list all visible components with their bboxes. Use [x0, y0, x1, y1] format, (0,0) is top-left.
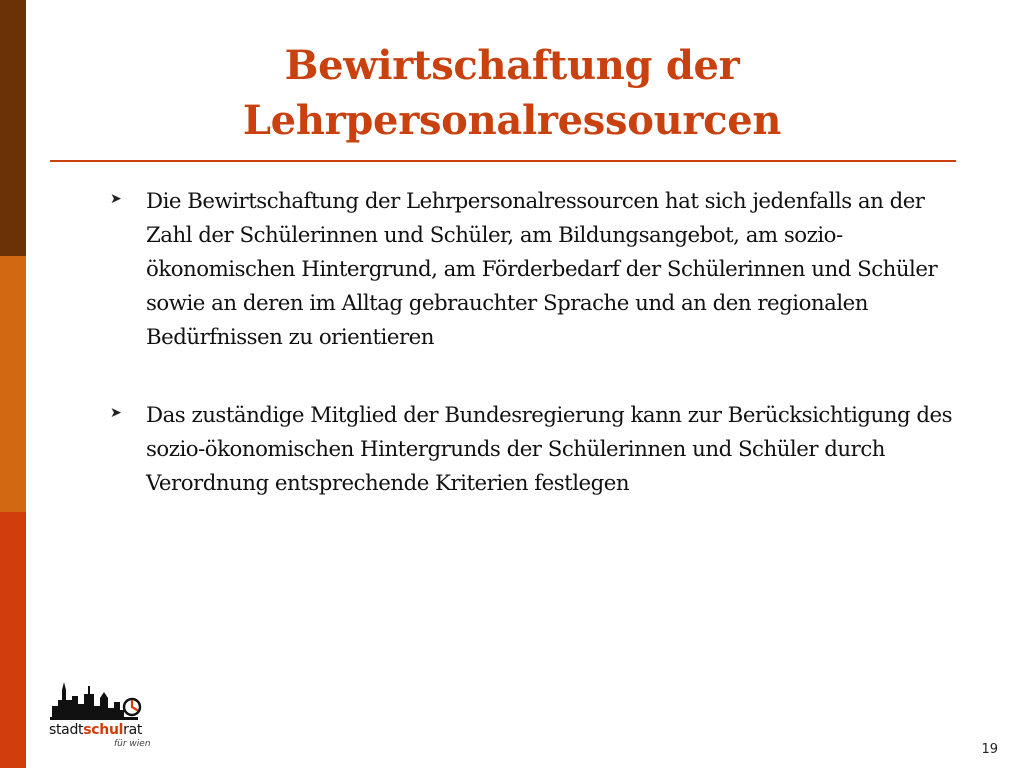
bullet-list [110, 185, 970, 545]
logo-wordmark [49, 722, 142, 738]
arrowhead-bullet-icon: ➤ [110, 191, 122, 207]
sidebar-stripe-top [0, 0, 26, 256]
city-skyline-icon [48, 676, 148, 722]
slide-title [60, 38, 964, 148]
slide-title-line-2: Lehrpersonalressourcen [242, 97, 782, 144]
bullet-text: Das zuständige Mitglied der Bundesregierung kann zur Berücksichtigung des sozio-ökonomischen Hintergrunds der Schülerinnen und Schüler durch Verordnung entsprechende Kriterien festlegen [146, 403, 953, 496]
arrowhead-bullet-icon: ➤ [110, 405, 122, 421]
bullet-text: Die Bewirtschaftung der Lehrpersonalressourcen hat sich jedenfalls an der Zahl der Schülerinnen und Schüler, am Bildungsangebot, am sozio-ökonomischen Hintergrund, am Förderbedarf der Schülerinnen und Schüler sowie an deren im Alltag gebrauchter Sprache und an den regionalen Bedürfnissen zu orientieren [146, 189, 938, 350]
page-number: 19 [981, 742, 998, 757]
logo-name-suffix: rat [123, 722, 143, 738]
logo-subtitle: für wien [114, 739, 151, 749]
logo-name-prefix: stadt [49, 722, 84, 738]
title-divider [50, 160, 956, 162]
bullet-item [110, 185, 970, 355]
sidebar-stripe-middle [0, 256, 26, 512]
slide-title-line-1: Bewirtschaftung der [284, 42, 740, 89]
sidebar-stripe-bottom [0, 512, 26, 768]
bullet-item [110, 399, 970, 501]
logo-name-accent: schul [83, 722, 124, 738]
stadtschulrat-logo [48, 676, 158, 756]
